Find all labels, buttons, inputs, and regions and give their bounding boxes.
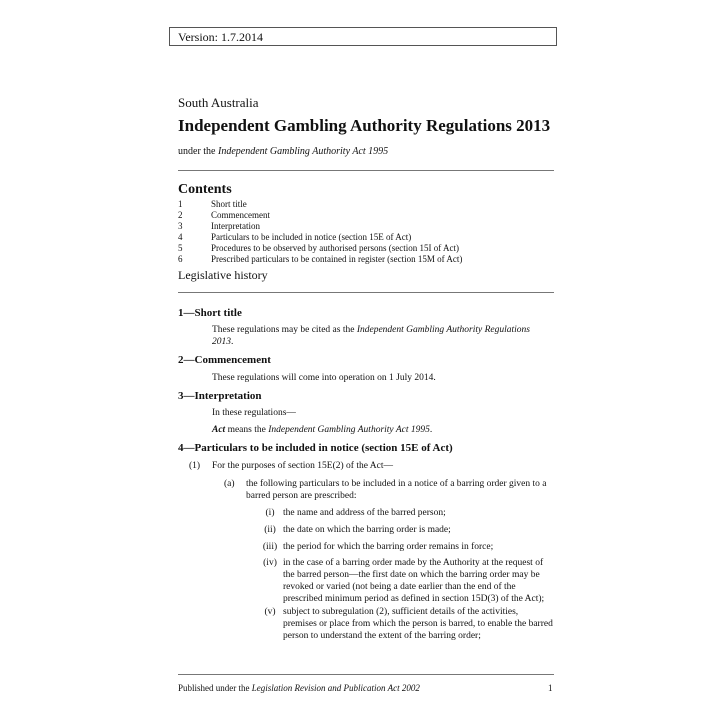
item-number: (iii) — [262, 542, 278, 552]
jurisdiction: South Australia — [178, 95, 259, 110]
definition-mid: means the — [225, 425, 269, 435]
section-heading-interpretation: 3—Interpretation — [178, 390, 262, 402]
legislative-history-link[interactable]: Legislative history — [178, 268, 268, 282]
toc-item[interactable] — [178, 232, 462, 243]
defined-term: Act — [212, 425, 226, 435]
contents-heading: Contents — [178, 182, 232, 197]
item-text: in the case of a barring order made by the Authority at the request of the barred person—the first date on which the barring order may be revoked or varied (not being a date earlier than the end of the prescribed minimum period as defined in section 15D(3) of the Act); — [283, 558, 545, 604]
toc-item[interactable] — [178, 221, 462, 232]
section-heading-particulars: 4—Particulars to be included in notice (section 15E of Act) — [178, 442, 453, 454]
toc-item[interactable] — [178, 210, 462, 221]
definition-end: . — [429, 425, 433, 435]
version-box — [169, 27, 557, 46]
toc-label: Prescribed particulars to be contained in register (section 15M of Act) — [211, 254, 463, 264]
item-text: the name and address of the barred person; — [283, 508, 446, 518]
interpretation-intro: In these regulations— — [212, 408, 296, 418]
toc-label: Procedures to be observed by authorised persons (section 15I of Act) — [211, 243, 459, 253]
paragraph-text: the following particulars to be included in a notice of a barring order given to a barred person are prescribed: — [246, 479, 547, 501]
under-prefix: under the — [178, 146, 218, 157]
item-text: subject to subregulation (2), sufficient details of the activities, premises or place from which the person is barred, to enable the barred person to understand the extent of the barring order; — [283, 607, 553, 641]
divider — [178, 292, 554, 293]
table-of-contents — [178, 199, 462, 265]
toc-item[interactable] — [178, 243, 462, 254]
toc-number: 3 — [178, 221, 183, 231]
toc-item[interactable] — [178, 199, 462, 210]
toc-number: 4 — [178, 232, 183, 242]
text-prefix: These regulations may be cited as the — [212, 325, 357, 335]
commencement-text: These regulations will come into operation on 1 July 2014. — [212, 373, 436, 383]
paragraph-number: (a) — [224, 479, 235, 489]
item-text: the period for which the barring order remains in force; — [283, 542, 494, 552]
section-heading-short-title: 1—Short title — [178, 307, 242, 319]
page-number: 1 — [548, 683, 553, 693]
enabling-act-line — [178, 146, 388, 157]
footer-act: Legislation Revision and Publication Act 2002 — [251, 683, 420, 693]
item-text: the date on which the barring order is made; — [283, 525, 451, 535]
divider — [178, 170, 554, 171]
toc-number: 6 — [178, 254, 183, 264]
version-label: Version: 1.7.2014 — [178, 30, 263, 44]
toc-number: 2 — [178, 210, 183, 220]
footer-divider — [178, 674, 554, 675]
section-heading-commencement: 2—Commencement — [178, 354, 271, 366]
subregulation-number: (1) — [189, 461, 201, 471]
item-number: (iv) — [263, 558, 277, 568]
item-number: (i) — [265, 508, 275, 518]
item-number: (ii) — [264, 525, 276, 535]
toc-number: 5 — [178, 243, 183, 253]
toc-label: Short title — [211, 199, 247, 209]
toc-item[interactable] — [178, 254, 462, 265]
toc-number: 1 — [178, 199, 183, 209]
subregulation-text: For the purposes of section 15E(2) of the Act— — [212, 461, 393, 471]
enabling-act: Independent Gambling Authority Act 1995 — [218, 146, 389, 157]
regulations-name: Independent Gambling Authority Regulations 2013 — [212, 325, 531, 347]
item-number: (v) — [264, 607, 276, 617]
text-suffix: . — [231, 337, 234, 347]
toc-label: Interpretation — [211, 221, 260, 231]
short-title-text — [212, 324, 552, 348]
definition-act-name: Independent Gambling Authority Act 1995 — [268, 425, 430, 435]
footer-prefix: Published under the — [178, 683, 252, 693]
document-title: Independent Gambling Authority Regulations 2013 — [178, 116, 551, 135]
toc-label: Particulars to be included in notice (section 15E of Act) — [211, 232, 412, 242]
toc-label: Commencement — [211, 210, 270, 220]
definition-act — [212, 424, 552, 436]
footer-publication — [178, 683, 420, 693]
